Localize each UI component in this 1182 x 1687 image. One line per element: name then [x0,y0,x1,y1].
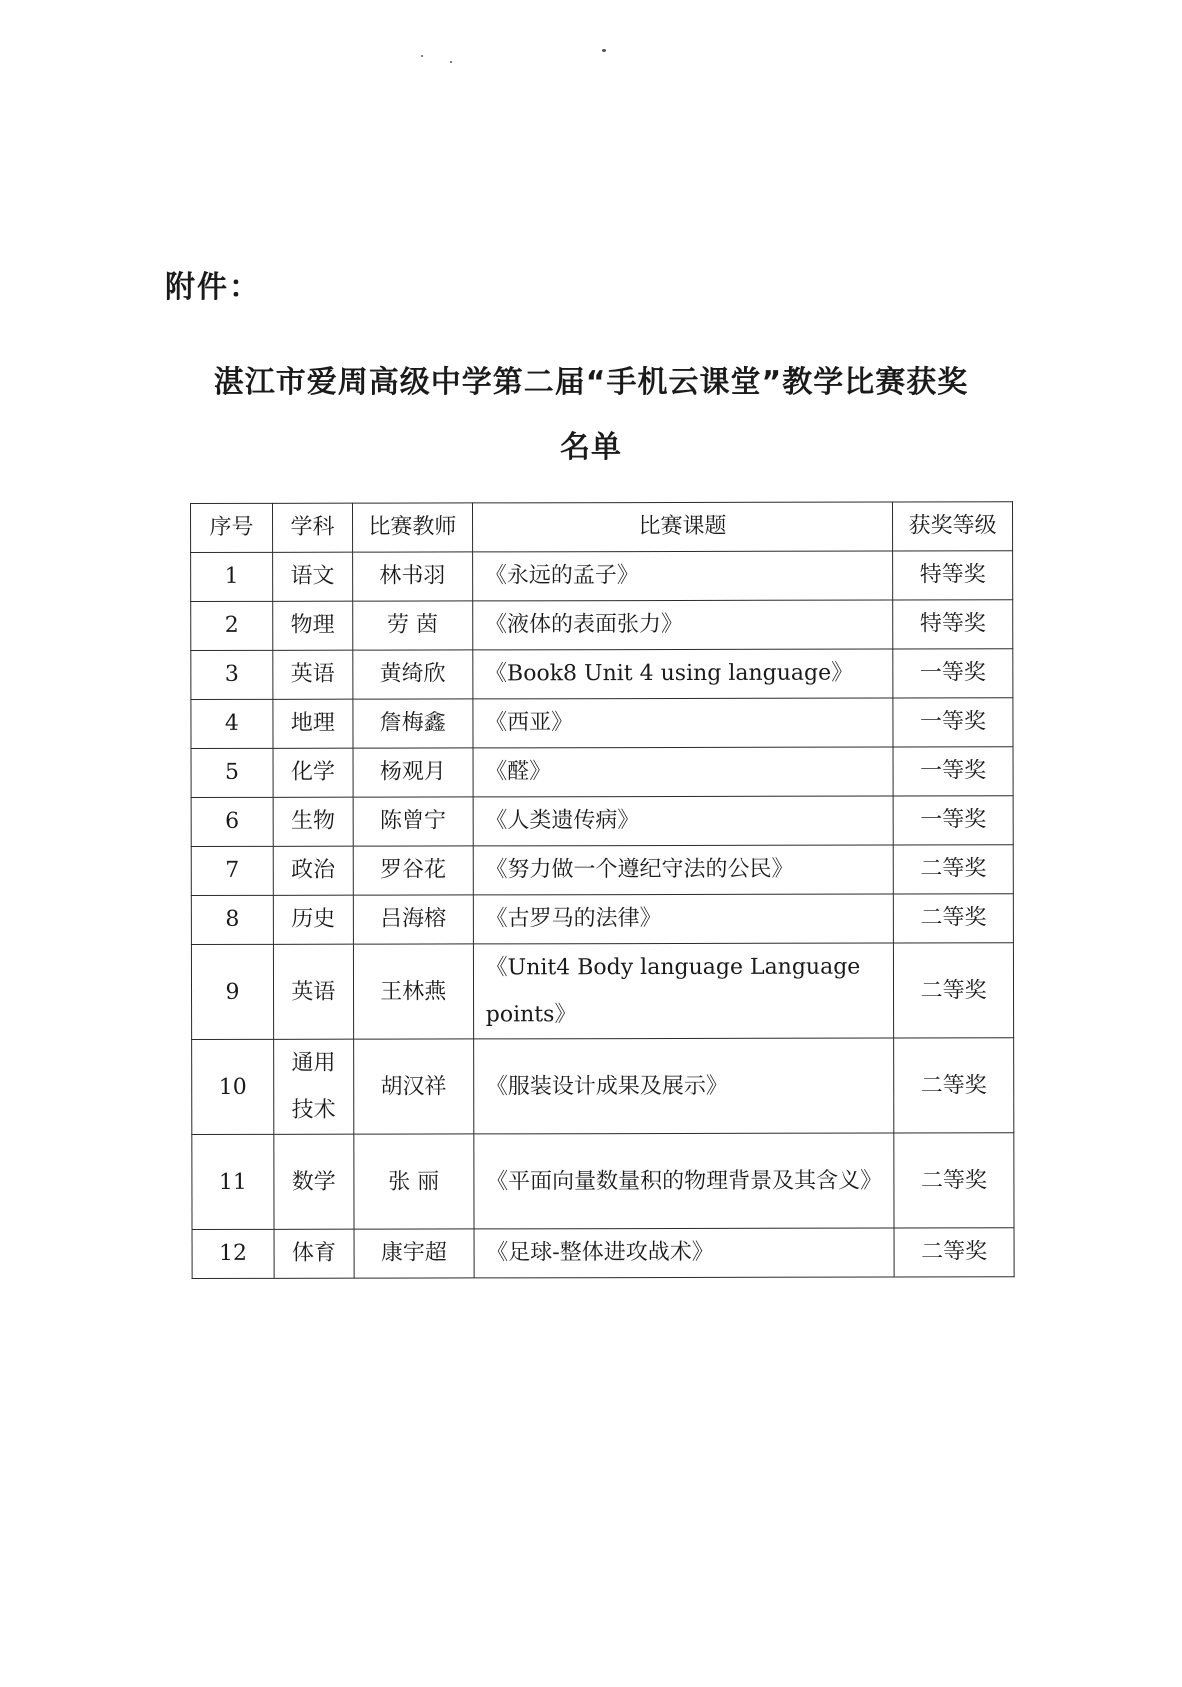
cell-subject: 语文 [273,552,353,601]
cell-teacher: 罗谷花 [353,846,473,895]
table-row [192,1038,1014,1135]
document-title: 湛江市爱周高级中学第二届“手机云课堂”教学比赛获奖 [213,365,969,400]
cell-topic: 《努力做一个遵纪守法的公民》 [473,845,894,895]
cell-subject [274,1039,354,1134]
cell-award-level: 一等奖 [893,796,1013,845]
cell-number: 8 [191,895,273,944]
cell-award-level: 二等奖 [894,1038,1014,1133]
cell-teacher: 张 丽 [354,1134,474,1229]
cell-number: 7 [191,846,273,895]
cell-award-level: 二等奖 [894,1228,1014,1277]
cell-teacher: 吕海榕 [353,895,473,944]
cell-award-level: 二等奖 [894,943,1014,1038]
cell-number: 1 [191,552,273,601]
table-row [191,796,1013,847]
cell-subject: 英语 [273,650,353,699]
cell-teacher: 杨观月 [353,748,473,797]
document-title-continuation: 名单 [560,430,622,465]
column-header-teacher: 比赛教师 [352,503,472,552]
cell-number: 2 [191,601,273,650]
cell-teacher: 劳 茵 [353,601,473,650]
cell-award-level: 二等奖 [893,894,1013,943]
cell-award-level: 一等奖 [893,649,1013,698]
cell-topic: 《服装设计成果及展示》 [473,1038,894,1134]
cell-subject: 化学 [273,748,353,797]
cell-topic: 《古罗马的法律》 [473,894,894,944]
table-row [191,943,1013,1040]
cell-topic: 《永远的孟子》 [472,551,893,601]
award-rows [191,551,1015,1279]
table-row [191,551,1013,602]
scan-speck [450,61,452,63]
cell-subject: 体育 [274,1229,354,1278]
cell-teacher: 林书羽 [352,552,472,601]
cell-topic: 《足球-整体进攻战术》 [474,1228,895,1278]
cell-subject: 物理 [273,601,353,650]
cell-number: 12 [192,1229,274,1278]
scan-speck [421,55,423,57]
cell-award-level: 一等奖 [893,747,1013,796]
column-header-award-level: 获奖等级 [893,502,1013,551]
cell-teacher: 王林燕 [353,944,473,1039]
award-list-table [190,501,1015,1279]
cell-subject: 历史 [273,895,353,944]
cell-award-level: 特等奖 [893,600,1013,649]
table-row [191,698,1013,749]
cell-topic: 《人类遗传病》 [473,796,894,846]
table-row [192,1133,1014,1230]
cell-award-level: 二等奖 [894,1133,1014,1228]
cell-number: 10 [192,1039,274,1134]
cell-number: 9 [191,944,273,1039]
cell-teacher: 陈曾宁 [353,797,473,846]
cell-topic: 《Unit4 Body language Language points》 [473,943,894,1039]
scan-speck [602,49,606,52]
cell-subject: 英语 [273,944,353,1039]
cell-topic: 《Book8 Unit 4 using language》 [472,649,893,699]
table-row [191,600,1013,651]
cell-teacher: 康宇超 [354,1229,474,1278]
table-row [192,1228,1014,1279]
cell-subject: 数学 [274,1134,354,1229]
cell-number: 11 [192,1134,274,1229]
column-header-subject: 学科 [272,503,352,552]
cell-subject: 地理 [273,699,353,748]
table-header-row [191,502,1013,553]
cell-number: 4 [191,699,273,748]
cell-award-level: 特等奖 [893,551,1013,600]
table-row [191,649,1013,700]
cell-topic: 《平面向量数量积的物理背景及其含义》 [474,1133,895,1229]
cell-number: 5 [191,748,273,797]
table-row [191,747,1013,798]
cell-award-level: 二等奖 [893,845,1013,894]
table-row [191,894,1013,945]
cell-number: 6 [191,797,273,846]
table-row [191,845,1013,896]
attachment-label: 附件： [165,270,261,305]
column-header-topic: 比赛课题 [472,502,893,552]
column-header-number: 序号 [191,503,273,552]
cell-subject-text: 通用技术 [291,1050,336,1123]
cell-teacher: 黄绮欣 [353,650,473,699]
cell-topic: 《液体的表面张力》 [472,600,893,650]
cell-teacher: 詹梅鑫 [353,699,473,748]
cell-topic: 《醛》 [473,747,894,797]
cell-subject: 政治 [273,846,353,895]
cell-award-level: 一等奖 [893,698,1013,747]
cell-subject: 生物 [273,797,353,846]
cell-topic: 《西亚》 [473,698,894,748]
cell-number: 3 [191,650,273,699]
cell-teacher: 胡汉祥 [353,1039,473,1134]
